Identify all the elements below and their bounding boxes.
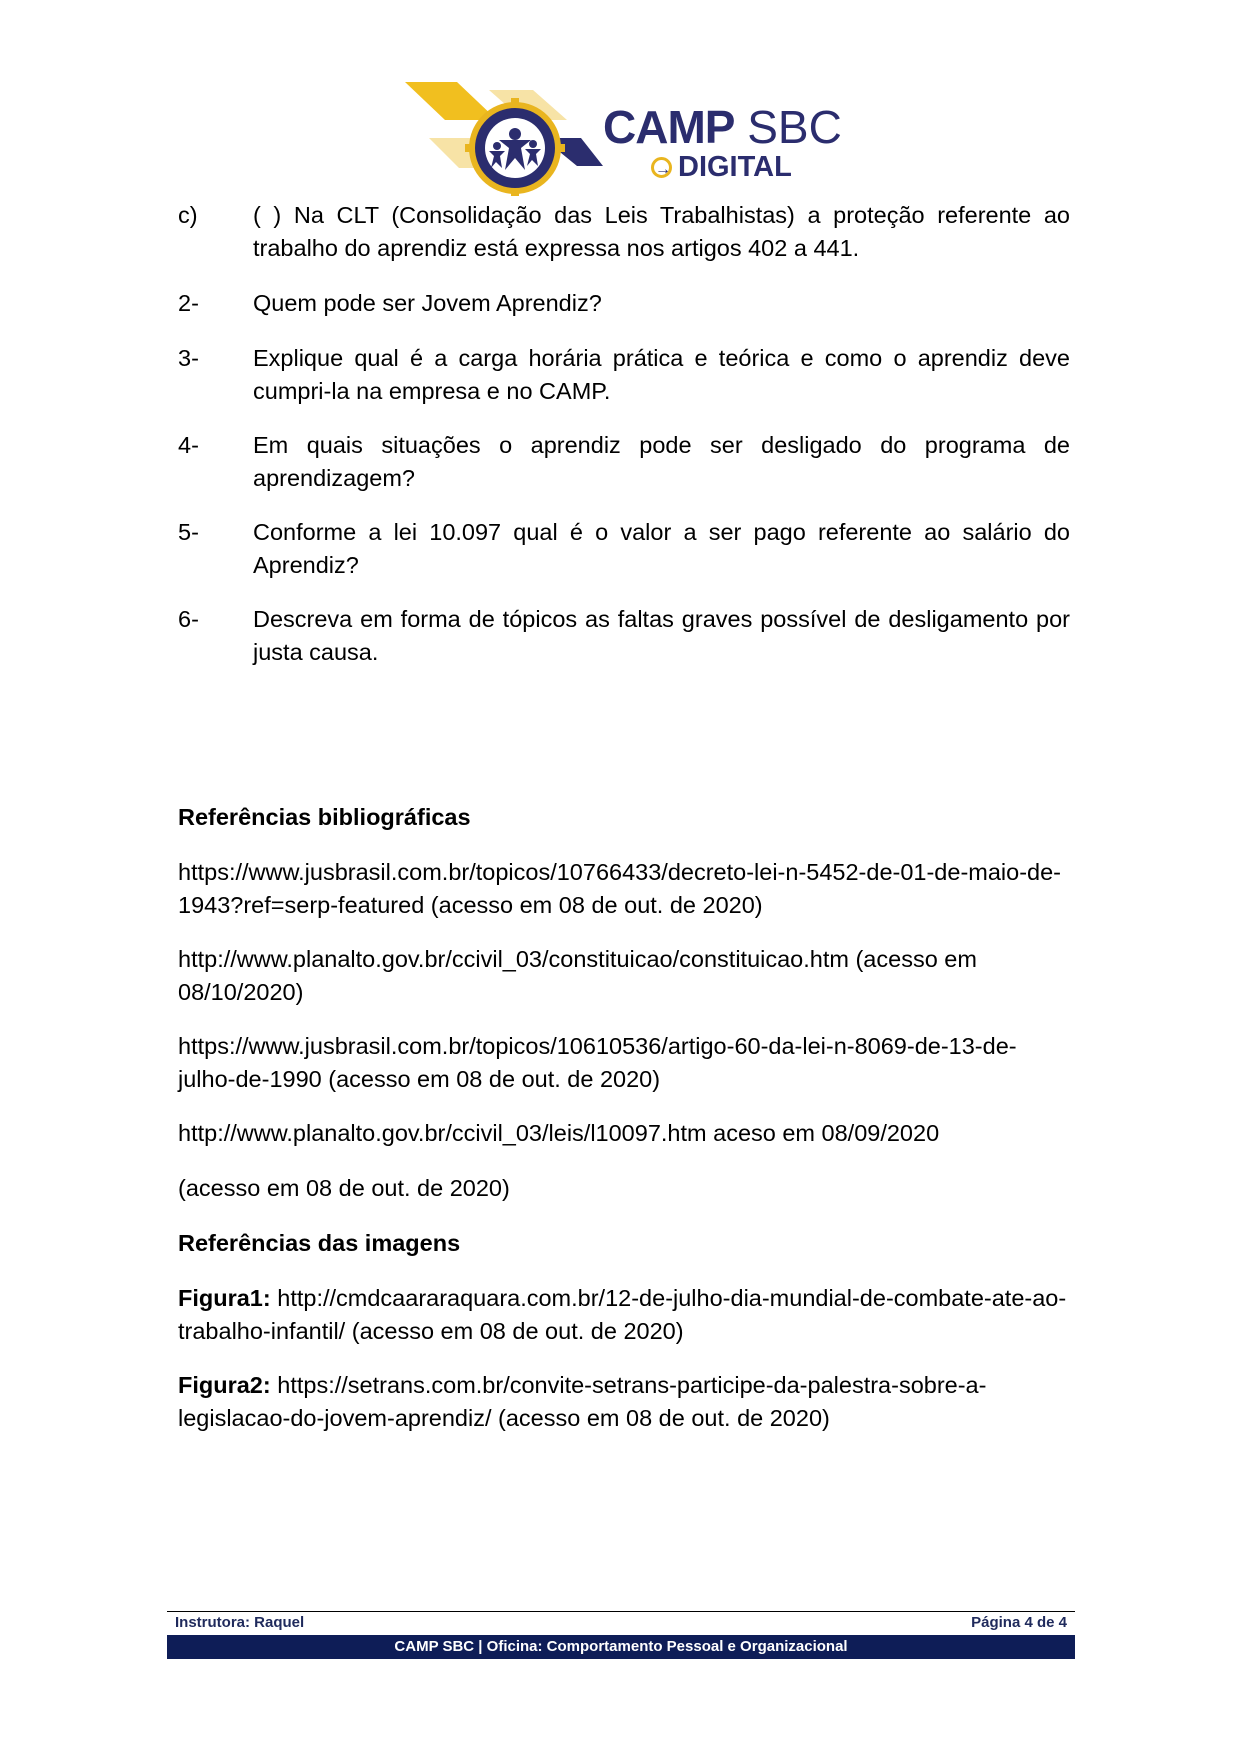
brand-wordmark <box>603 101 853 183</box>
bibliography-heading: Referências bibliográficas <box>178 804 471 830</box>
image-reference <box>178 1282 1070 1348</box>
figure-label: Figura1: <box>178 1285 271 1311</box>
image-reference-link[interactable]: https://setrans.com.br/convite-setrans-participe-da-palestra-sobre-a-legislacao-do-jovem-aprendiz/ (acesso em 08 de out. de 2020) <box>178 1372 987 1431</box>
question-text: Explique qual é a carga horária prática e teórica e como o aprendiz deve cumpri-la na empresa e no CAMP. <box>253 345 1070 404</box>
image-references-heading: Referências das imagens <box>178 1230 461 1256</box>
brand-regular: SBC <box>747 101 842 153</box>
camp-seal-icon <box>405 78 605 196</box>
question-item <box>178 603 1070 669</box>
brand-subtitle: DIGITAL <box>678 151 792 183</box>
figure-label: Figura2: <box>178 1372 271 1398</box>
question-item <box>178 342 1070 408</box>
question-number: c) <box>178 202 198 228</box>
question-item <box>178 516 1070 582</box>
reference-link[interactable]: http://www.planalto.gov.br/ccivil_03/leis/l10097.htm aceso em 08/09/2020 <box>178 1120 940 1146</box>
question-number: 2- <box>178 290 199 316</box>
question-text: Conforme a lei 10.097 qual é o valor a ser pago referente ao salário do Aprendiz? <box>253 519 1070 578</box>
brand-bold: CAMP <box>603 101 735 153</box>
arrow-right-circle-icon <box>651 157 672 178</box>
footer-divider <box>167 1611 1075 1612</box>
image-reference-link[interactable]: http://cmdcaararaquara.com.br/12-de-julho-dia-mundial-de-combate-ate-ao-trabalho-infantil/ (acesso em 08 de out. de 2020) <box>178 1285 1067 1344</box>
footer-banner: CAMP SBC | Oficina: Comportamento Pessoal e Organizacional <box>167 1635 1075 1659</box>
question-number: 5- <box>178 519 199 545</box>
reference-link[interactable]: https://www.jusbrasil.com.br/topicos/10610536/artigo-60-da-lei-n-8069-de-13-de-julho-de-1990 (acesso em 08 de out. de 2020) <box>178 1033 1017 1092</box>
camp-sbc-logo <box>405 78 845 196</box>
question-text: ( ) Na CLT (Consolidação das Leis Trabalhistas) a proteção referente ao trabalho do aprendiz está expressa nos artigos 402 a 441. <box>253 202 1070 261</box>
reference-link[interactable]: http://www.planalto.gov.br/ccivil_03/constituicao/constituicao.htm (acesso em 08/10/2020) <box>178 946 977 1005</box>
image-reference <box>178 1369 1070 1435</box>
question-number: 6- <box>178 606 199 632</box>
footer-info <box>175 1614 1067 1634</box>
question-number: 3- <box>178 345 199 371</box>
instructor-label: Instrutora: Raquel <box>175 1614 305 1631</box>
question-number: 4- <box>178 432 199 458</box>
question-text: Quem pode ser Jovem Aprendiz? <box>253 290 602 316</box>
reference-note: (acesso em 08 de out. de 2020) <box>178 1175 510 1201</box>
question-text: Descreva em forma de tópicos as faltas graves possível de desligamento por justa causa. <box>253 606 1070 665</box>
page-number: Página 4 de 4 <box>971 1614 1067 1631</box>
question-item <box>178 287 1070 320</box>
question-item <box>178 429 1070 495</box>
question-text: Em quais situações o aprendiz pode ser desligado do programa de aprendizagem? <box>253 432 1070 491</box>
reference-link[interactable]: https://www.jusbrasil.com.br/topicos/10766433/decreto-lei-n-5452-de-01-de-maio-de-1943?ref=serp-featured (acesso em 08 de out. de 2020) <box>178 859 1061 918</box>
question-item <box>178 199 1070 265</box>
